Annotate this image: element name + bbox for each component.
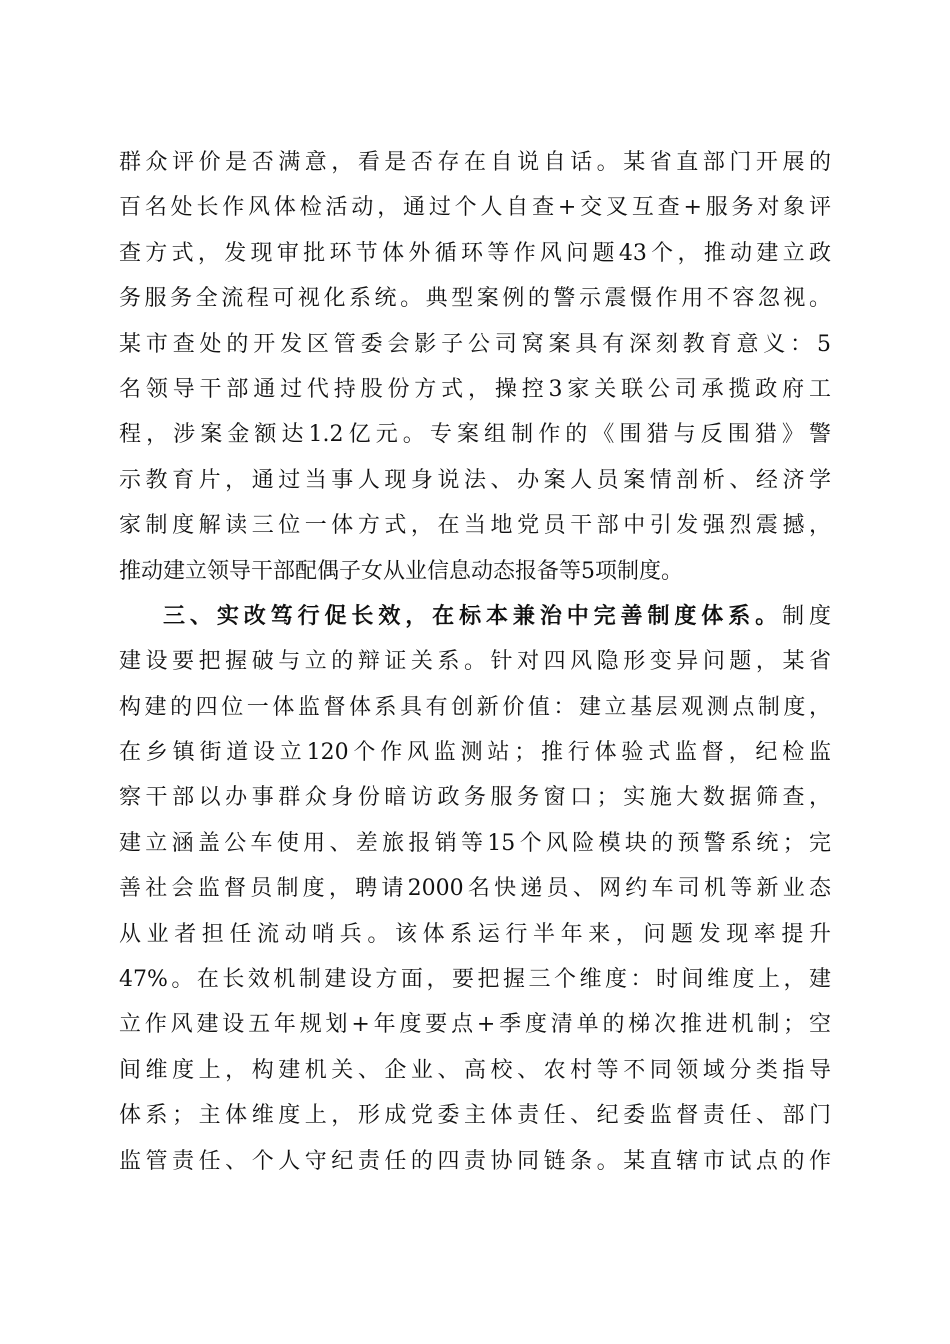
section-heading-line bbox=[119, 594, 831, 639]
text-line: 在乡镇街道设立120个作风监测站；推行体验式监督，纪检监 bbox=[119, 740, 831, 766]
text-line: 建立涵盖公车使用、差旅报销等15个风险模块的预警系统；完 bbox=[119, 830, 831, 856]
text-line: 47%。在长效机制建设方面，要把握三个维度：时间维度上，建 bbox=[119, 967, 831, 993]
text-line: 群众评价是否满意，看是否存在自说自话。某省直部门开展的 bbox=[119, 150, 831, 175]
paragraph-case-examples bbox=[119, 140, 831, 594]
text-line: 推动建立领导干部配偶子女从业信息动态报备等5项制度。 bbox=[119, 558, 683, 584]
text-line: 构建的四位一体监督体系具有创新价值：建立基层观测点制度， bbox=[119, 694, 831, 720]
heading-line-rest: 制度 bbox=[782, 603, 831, 629]
text-line: 某市查处的开发区管委会影子公司窝案具有深刻教育意义：5 bbox=[119, 331, 831, 357]
text-line: 体系；主体维度上，形成党委主体责任、纪委监督责任、部门 bbox=[119, 1103, 831, 1129]
paragraph-institution-building bbox=[119, 594, 831, 1184]
text-line: 百名处长作风体检活动，通过个人自查+交叉互查+服务对象评 bbox=[119, 195, 831, 221]
section-heading: 三、实改笃行促长效，在标本兼治中完善制度体系。 bbox=[163, 602, 783, 629]
text-line: 查方式，发现审批环节体外循环等作风问题43个，推动建立政 bbox=[119, 240, 831, 266]
text-line: 程，涉案金额达1.2亿元。专案组制作的《围猎与反围猎》警 bbox=[119, 422, 831, 448]
text-line: 察干部以办事群众身份暗访政务服务窗口；实施大数据筛查， bbox=[119, 785, 831, 811]
text-line: 务服务全流程可视化系统。典型案例的警示震慑作用不容忽视。 bbox=[119, 286, 831, 312]
text-line: 立作风建设五年规划+年度要点+季度清单的梯次推进机制；空 bbox=[119, 1012, 831, 1038]
document-body bbox=[119, 140, 831, 1184]
text-line: 间维度上，构建机关、企业、高校、农村等不同领域分类指导 bbox=[119, 1057, 831, 1083]
text-line: 建设要把握破与立的辩证关系。针对四风隐形变异问题，某省 bbox=[119, 649, 831, 675]
text-line: 善社会监督员制度，聘请2000名快递员、网约车司机等新业态 bbox=[119, 876, 831, 902]
text-line: 监管责任、个人守纪责任的四责协同链条。某直辖市试点的作 bbox=[119, 1148, 831, 1174]
text-line: 示教育片，通过当事人现身说法、办案人员案情剖析、经济学 bbox=[119, 467, 831, 493]
text-line: 家制度解读三位一体方式，在当地党员干部中引发强烈震撼， bbox=[119, 513, 831, 539]
text-line: 从业者担任流动哨兵。该体系运行半年来，问题发现率提升 bbox=[119, 921, 831, 947]
text-line: 名领导干部通过代持股份方式，操控3家关联公司承揽政府工 bbox=[119, 376, 831, 402]
